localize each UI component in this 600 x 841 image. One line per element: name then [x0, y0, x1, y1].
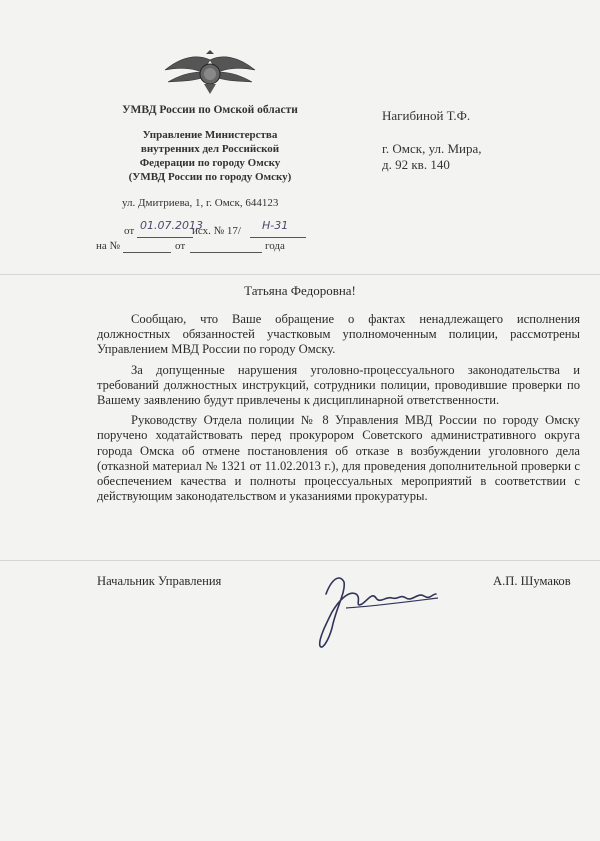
org-name: УМВД России по Омской области: [122, 104, 298, 116]
signatory-title: Начальник Управления: [97, 574, 222, 588]
body-paragraph: Руководству Отдела полиции № 8 Управления МВД России по городу Омску поручено ходатайствовать перед прокурором Советского административного округа города Омска об отмене постановления об отказе в возбуждении уголовного дела (отказной материал № 1321 от 11.02.2013 г.), для проведения дополнительной проверки с обеспечением качества и полноты процессуальных мероприятий в соответствии с действующим законодательством и указаниями прокуратуры.: [97, 413, 580, 504]
recipient-address-line: г. Омск, ул. Мира,: [382, 141, 482, 156]
outgoing-number-label: исх. № 17/: [192, 225, 241, 237]
recipient-name: Нагибиной Т.Ф.: [382, 108, 471, 123]
from-label: от: [124, 225, 135, 237]
department-block: [90, 128, 330, 184]
reference-date-line: [190, 252, 262, 253]
body-paragraph: Сообщаю, что Ваше обращение о фактах ненадлежащего исполнения должностных обязанностей участковым уполномоченным полиции, рассмотрены Управлением МВД России по городу Омску.: [97, 312, 580, 357]
signatory-name: А.П. Шумаков: [493, 574, 571, 588]
handwritten-signature: [306, 558, 456, 658]
date-handwritten: 01.07.2013: [140, 219, 203, 232]
fold-line: [0, 560, 600, 561]
department-line: внутренних дел Российской: [140, 143, 280, 155]
street-address: ул. Дмитриева, 1, г. Омск, 644123: [122, 197, 279, 209]
reference-year-label: года: [265, 240, 285, 252]
emblem-icon: [160, 50, 260, 96]
recipient-address-line: д. 92 кв. 140: [382, 157, 450, 172]
letter-body: [97, 312, 580, 509]
number-handwritten: Н-31: [262, 219, 289, 232]
number-underline: [250, 237, 306, 238]
reference-date-label: от: [175, 240, 186, 252]
department-line: (УМВД России по городу Омску): [128, 171, 292, 183]
reference-no-line: [123, 252, 171, 253]
department-line: Федерации по городу Омску: [139, 157, 281, 169]
reference-no-label: на №: [96, 240, 121, 252]
fold-line: [0, 274, 600, 275]
date-underline: [137, 237, 193, 238]
greeting: Татьяна Федоровна!: [244, 283, 356, 298]
department-line: Управление Министерства: [142, 129, 278, 141]
body-paragraph: За допущенные нарушения уголовно-процессуального законодательства и требований должностных инструкций, сотрудники полиции, проводившие проверки по Вашему заявлению будут привлечены к дисциплинарной ответственности.: [97, 362, 580, 408]
